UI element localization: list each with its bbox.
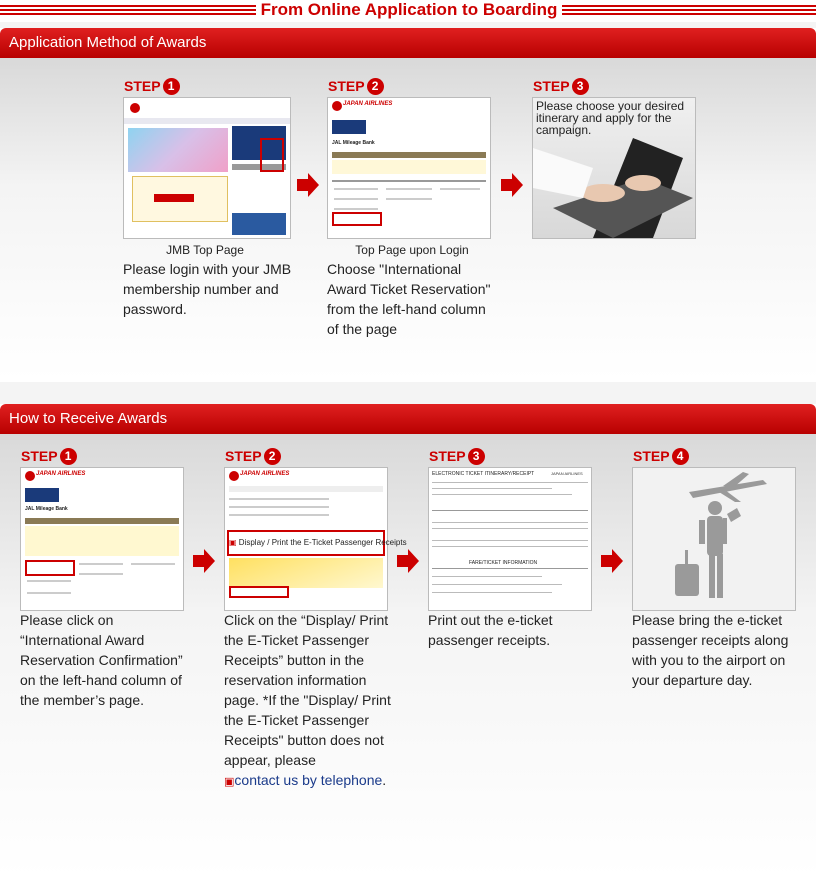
traveler-with-luggage-illustration [632,467,796,611]
step-1-label: STEP 1 [21,448,77,465]
jmb-top-page-screenshot [123,97,291,239]
eticket-receipt-image: ELECTRONIC TICKET ITINERARY/RECEIPT JAPAN AIRLINES FARE/TICKET INFORMATION [428,467,592,611]
step-1-description: Please click on “International Award Reservation Confirmation” on the left-hand column of the member’s page. [20,612,183,708]
jal-logo-icon [332,101,342,111]
step-4-description: Please bring the e-ticket passenger receipts along with you to the airport on your departure day. [632,612,789,688]
external-link-icon: ▣ [224,776,235,788]
section-band [0,28,816,58]
step-1-description: Please login with your JMB membership number and password. [123,261,292,317]
application-method-section [0,28,816,382]
section-title: Application Method of Awards [9,34,207,51]
page-header [0,0,816,22]
jal-logo-icon [229,471,239,481]
step-3-overlay-text: Please choose your desired itinerary and apply for the campaign. [536,99,685,137]
arrow-right-icon [601,549,623,573]
step-2-description: Click on the “Display/ Print the E-Ticket Passenger Receipts” button in the reservation information page. *If the "Display/ Print the E-Ticket Passenger Receipts" button does not appear, please ▣contact us by telephone. [224,612,391,788]
step-2-description: Choose "International Award Ticket Reservation" from the left-hand column of the page [327,261,491,337]
jal-logo-icon [25,471,35,481]
arrow-right-icon [193,549,215,573]
arrow-right-icon [397,549,419,573]
jal-logo-icon [130,103,140,113]
step-3-label: STEP 3 [533,78,589,95]
step-2-caption: Top Page upon Login [355,243,469,257]
section-band [0,404,816,434]
contact-telephone-link[interactable]: contact us by telephone [234,772,383,788]
display-print-eticket-callout: ▣ Display / Print the E-Ticket Passenger Receipts [227,530,385,556]
arrow-right-icon [501,173,523,197]
how-to-receive-section [0,404,816,878]
section-title: How to Receive Awards [9,410,168,427]
reservation-info-screenshot: JAPAN AIRLINES ▣ Display / Print the E-Ticket Passenger Receipts [224,467,388,611]
arrow-right-icon [297,173,319,197]
page-title: From Online Application to Boarding [260,0,558,19]
step-1-label: STEP 1 [124,78,180,95]
step-4-label: STEP 4 [633,448,689,465]
step-3-label: STEP 3 [429,448,485,465]
step-2-label: STEP 2 [328,78,384,95]
laptop-typing-photo [532,97,696,239]
step-3-description: Print out the e-ticket passenger receipts. [428,612,553,648]
step-2-label: STEP 2 [225,448,281,465]
step-1-caption: JMB Top Page [166,243,244,257]
header-stripe-right [562,5,816,17]
members-page-screenshot: JAPAN AIRLINES JAL Mileage Bank [20,467,184,611]
top-page-login-screenshot: JAPAN AIRLINES JAL Mileage Bank [327,97,491,239]
header-stripe-left [0,5,256,17]
